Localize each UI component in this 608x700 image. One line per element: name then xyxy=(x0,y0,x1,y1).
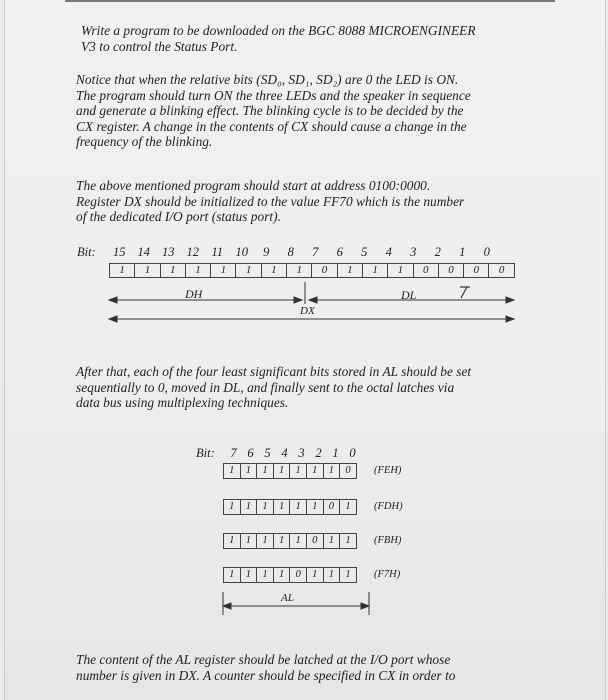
dh-label: DH xyxy=(185,287,203,301)
dx-bit-cell: 1 xyxy=(186,264,211,277)
al-bit-cell: 1 xyxy=(224,534,241,548)
al-bit-cell: 1 xyxy=(274,464,291,478)
dx-bit-number: 13 xyxy=(162,245,175,259)
al-bit-cell: 0 xyxy=(290,568,307,582)
dx-bit-cell: 1 xyxy=(110,264,135,277)
dx-bit-cell: 0 xyxy=(498,264,505,276)
dx-bit-number: 9 xyxy=(263,245,270,259)
al-bit-cell: 1 xyxy=(345,569,351,580)
al-bit-cell: 0 xyxy=(307,534,324,548)
start-address-paragraph: The above mentioned program should start at address 0100:0000. Register DX should be initialized to the value FF70 which is the number of the dedicated I/O port (status port). xyxy=(76,178,465,224)
dx-label: DX xyxy=(300,305,315,317)
al-bit-cell: 1 xyxy=(274,568,291,582)
dx-arrow-head-right xyxy=(506,316,514,322)
al-row-feh xyxy=(223,463,357,479)
dx-bit-cell: 1 xyxy=(135,264,160,277)
dx-bit-cell: 0 xyxy=(439,264,464,277)
dx-bit-cell: 1 xyxy=(211,264,236,277)
al-bit-cell: 1 xyxy=(290,534,307,548)
dx-bit-number: 6 xyxy=(336,245,343,259)
al-bit-cell: 1 xyxy=(257,464,274,478)
dx-bit-number: 4 xyxy=(385,245,392,259)
al-bit-number-row xyxy=(225,446,361,461)
al-row-fdh xyxy=(223,499,357,515)
al-bit-cell: 1 xyxy=(307,500,324,514)
dx-bit-cell: 1 xyxy=(363,264,388,277)
dh-arrow-head-right xyxy=(294,297,302,303)
al-bit-number: 7 xyxy=(230,446,237,460)
dl-arrow-head-right xyxy=(506,297,514,303)
al-bit-cell: 1 xyxy=(257,500,274,514)
dx-bit-number: 7 xyxy=(312,245,319,259)
dx-bit-number: 3 xyxy=(410,245,417,259)
al-bit-cell: 1 xyxy=(290,500,307,514)
al-row-fbh xyxy=(223,533,357,549)
document-page xyxy=(4,0,606,700)
dx-bit-number: 12 xyxy=(186,245,199,259)
al-bit-cell: 0 xyxy=(324,500,341,514)
dx-bit-number: 15 xyxy=(113,245,126,259)
dx-bit-cell: 0 xyxy=(464,264,489,277)
al-bit-number: 0 xyxy=(349,446,356,460)
dx-bit-cell: 1 xyxy=(161,264,186,277)
al-bit-cell: 1 xyxy=(241,500,258,514)
al-bit-cell: 1 xyxy=(224,500,241,514)
dx-bit-number: 10 xyxy=(235,245,248,259)
al-bit-cell: 1 xyxy=(324,534,341,548)
pen-mark xyxy=(461,287,467,298)
dx-bit-number: 8 xyxy=(287,245,294,259)
al-bit-number: 5 xyxy=(264,446,271,460)
dx-bit-label: Bit: xyxy=(77,245,96,259)
al-bit-cell: 1 xyxy=(290,464,307,478)
al-bit-label: Bit: xyxy=(196,446,215,460)
al-bit-number: 4 xyxy=(281,446,288,460)
al-bit-cell: 1 xyxy=(274,534,291,548)
led-paragraph: Notice that when the relative bits (SD₀, SD₁, SD₂) are 0 the LED is ON. The program should turn ON the three LEDs and the speaker in sequence and generate a blinking effect. The blinking cycle is to be decided by the CX register. A change in the contents of CX should cause a change in the frequency of the blinking. xyxy=(76,72,471,149)
dx-bit-number: 14 xyxy=(137,245,150,259)
intro-paragraph: Write a program to be downloaded on the BGC 8088 MICROENGINEER V3 to control the Status Port. xyxy=(81,23,476,54)
al-hex-label: (FDH) xyxy=(374,501,403,512)
al-bit-number: 3 xyxy=(298,446,305,460)
dl-label: DL xyxy=(401,288,417,302)
dl-arrow-head-left xyxy=(309,297,317,303)
dx-bit-cell: 1 xyxy=(388,264,413,277)
al-bit-cell: 1 xyxy=(345,501,351,512)
al-bit-cell: 1 xyxy=(224,464,241,478)
dx-bit-cell: 0 xyxy=(414,264,439,277)
dx-bit-number: 5 xyxy=(361,245,368,259)
dx-bit-number: 11 xyxy=(211,245,224,259)
al-bit-cell: 1 xyxy=(274,500,291,514)
al-hex-label: (FEH) xyxy=(374,465,402,476)
al-bit-cell: 1 xyxy=(307,568,324,582)
al-bit-number: 2 xyxy=(315,446,322,460)
dh-arrow-head-left xyxy=(109,297,117,303)
dx-bit-cell: 1 xyxy=(287,264,312,277)
dx-bit-number: 1 xyxy=(459,245,466,259)
al-bit-cell: 1 xyxy=(345,535,351,546)
al-bit-cell: 1 xyxy=(241,464,258,478)
al-bit-cell: 1 xyxy=(257,568,274,582)
al-paragraph: After that, each of the four least significant bits stored in AL should be set sequentially to 0, moved in DL, and finally sent to the octal latches via data bus using multiplexing techniques. xyxy=(76,364,472,410)
al-label: AL xyxy=(281,592,294,604)
al-arrow-head-right xyxy=(361,603,369,609)
dx-bit-cell: 1 xyxy=(338,264,363,277)
al-row-f7h xyxy=(223,567,357,583)
latch-paragraph: The content of the AL register should be latched at the I/O port whose number is given in DX. A counter should be specified in CX in order to xyxy=(76,652,456,683)
dx-bit-cell: 1 xyxy=(236,264,261,277)
al-bit-number: 6 xyxy=(247,446,254,460)
dx-bit-number: 2 xyxy=(434,245,441,259)
dx-bit-number: 0 xyxy=(483,245,490,259)
al-bit-cell: 1 xyxy=(241,534,258,548)
al-bit-cell: 1 xyxy=(324,464,341,478)
al-bit-cell: 1 xyxy=(224,568,241,582)
al-hex-label: (FBH) xyxy=(374,535,402,546)
al-hex-label: (F7H) xyxy=(374,569,401,580)
dx-bit-cell: 0 xyxy=(312,264,337,277)
al-arrow-head-left xyxy=(223,603,231,609)
dx-bit-cell: 1 xyxy=(262,264,287,277)
dx-arrow-head-left xyxy=(109,316,117,322)
al-bit-cell: 1 xyxy=(324,568,341,582)
al-bit-cell: 1 xyxy=(307,464,324,478)
al-bit-cell: 1 xyxy=(241,568,258,582)
al-bit-number: 1 xyxy=(332,446,339,460)
al-bit-cell: 0 xyxy=(345,465,351,476)
diagram-arrows xyxy=(5,0,605,700)
al-bit-cell: 1 xyxy=(257,534,274,548)
